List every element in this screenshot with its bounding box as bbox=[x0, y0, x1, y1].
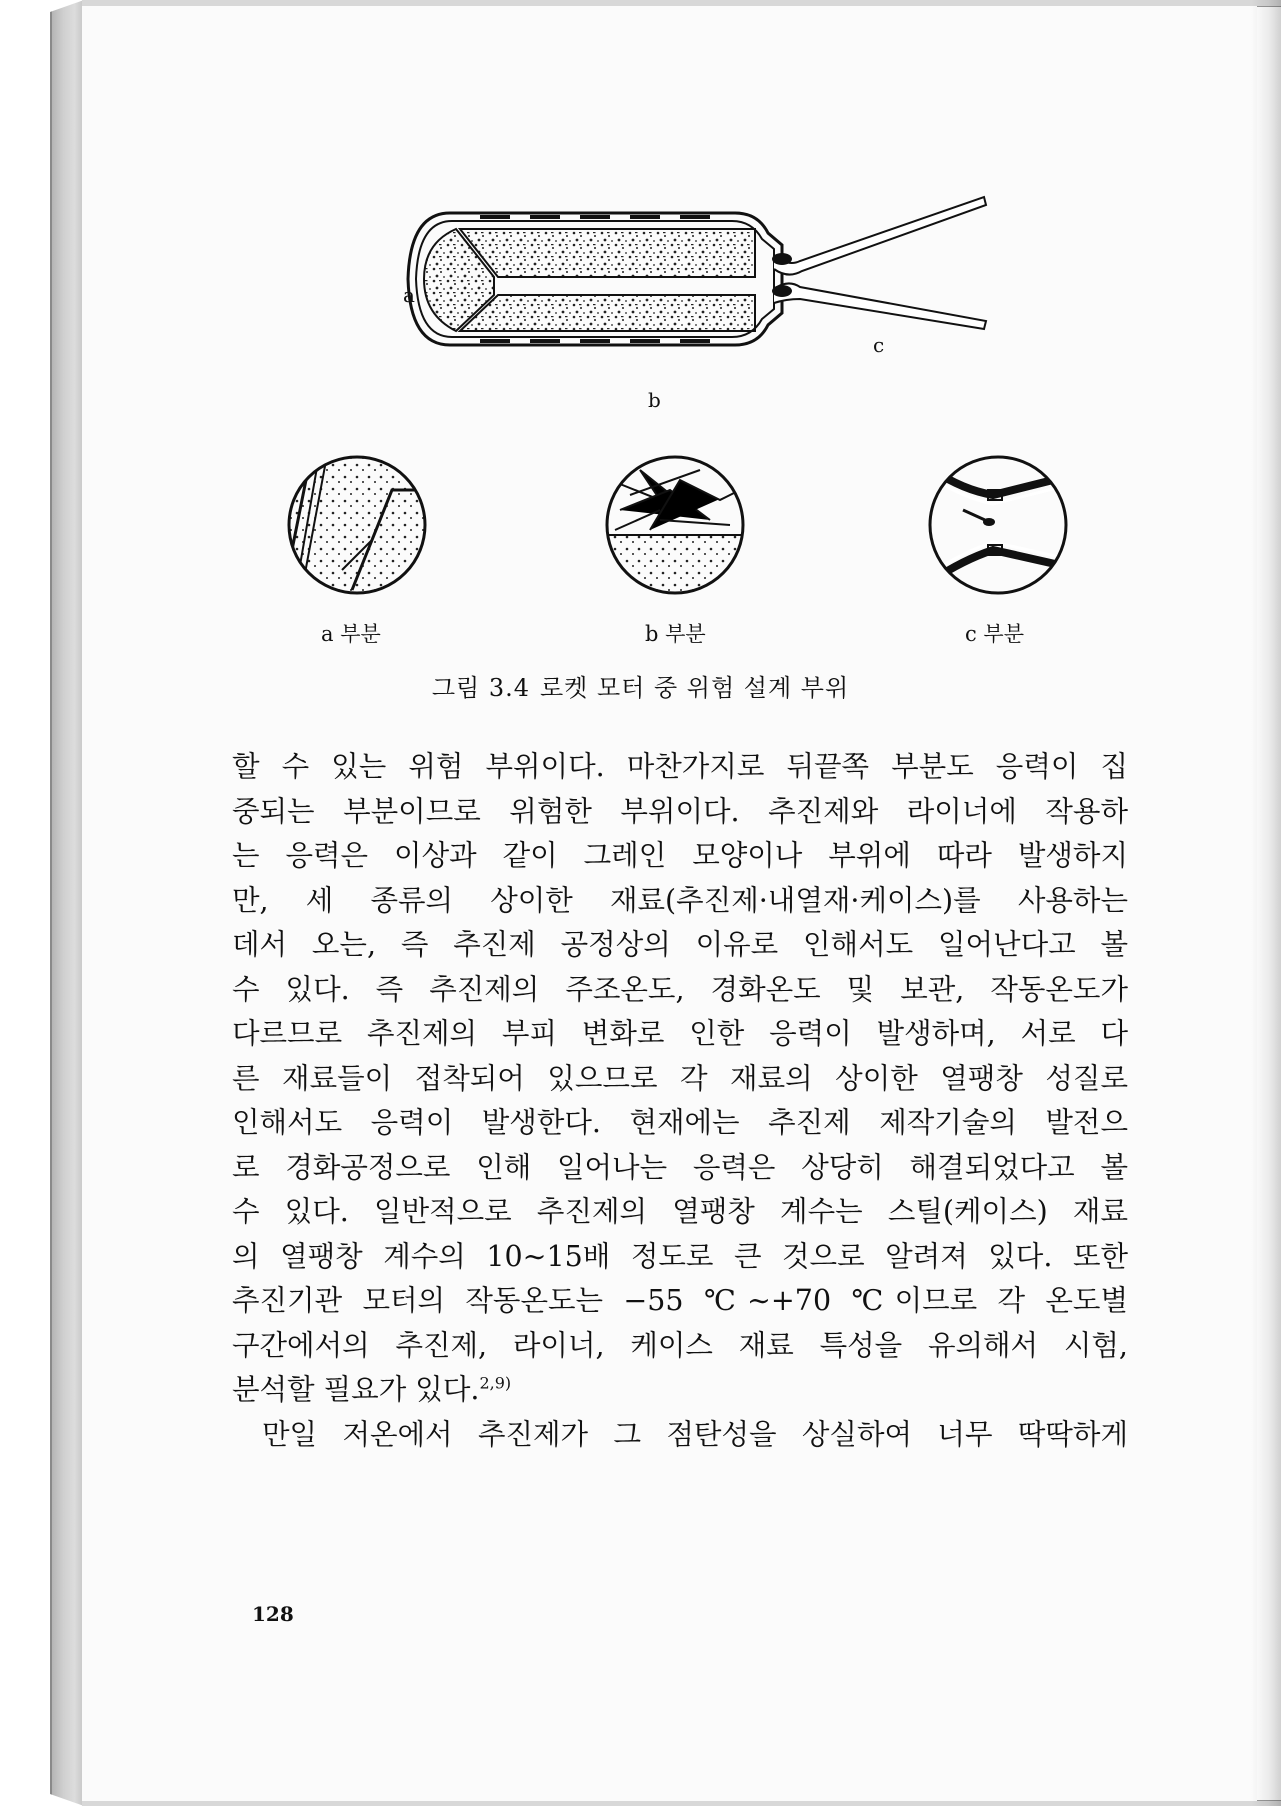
part-a-label: a 부분 bbox=[321, 622, 381, 646]
label-a: a bbox=[403, 283, 415, 307]
detail-a-circle bbox=[282, 450, 432, 600]
text-line: 른 재료들이 접착되어 있으므로 각 재료의 상이한 열팽창 성질로 bbox=[232, 1061, 1128, 1095]
page-number: 128 bbox=[252, 1602, 294, 1626]
text-line: 로 경화공정으로 인해 일어나는 응력은 상당히 해결되었다고 볼 bbox=[232, 1150, 1128, 1184]
detail-c-circle bbox=[923, 450, 1073, 600]
label-c: c bbox=[873, 333, 885, 357]
caption-title: 로켓 모터 중 위험 설계 부위 bbox=[540, 674, 850, 702]
label-b: b bbox=[648, 388, 661, 412]
text-line: 수 있다. 일반적으로 추진제의 열팽창 계수는 스틸(케이스) 재료 bbox=[232, 1195, 1128, 1228]
part-c-label: c 부분 bbox=[965, 622, 1025, 646]
text-line: 구간에서의 추진제, 라이너, 케이스 재료 특성을 유의해서 시험, bbox=[232, 1328, 1128, 1362]
part-b-label: b 부분 bbox=[645, 622, 706, 646]
text-line: 할 수 있는 위험 부위이다. 마찬가지로 뒤끝쪽 부분도 응력이 집 bbox=[232, 750, 1128, 783]
text-line: 데서 오는, 즉 추진제 공정상의 이유로 인해서도 일어난다고 볼 bbox=[232, 928, 1128, 961]
text-line: 다르므로 추진제의 부피 변화로 인한 응력이 발생하며, 서로 다 bbox=[232, 1017, 1128, 1050]
page-edge-shadow bbox=[1251, 0, 1281, 1806]
caption-number: 그림 3.4 bbox=[431, 674, 530, 702]
text-line: 중되는 부분이므로 위험한 부위이다. 추진제와 라이너에 작용하 bbox=[232, 794, 1128, 828]
next-paragraph-line: 만일 저온에서 추진제가 그 점탄성을 상실하여 너무 딱딱하게 bbox=[262, 1417, 1128, 1451]
rocket-motor-diagram bbox=[390, 195, 1010, 435]
body-text bbox=[232, 745, 1128, 1457]
last-line-text: 분석할 필요가 있다. bbox=[232, 1373, 480, 1406]
text-line: 만, 세 종류의 상이한 재료(추진제·내열재·케이스)를 사용하는 bbox=[232, 883, 1128, 917]
text-line: 추진기관 모터의 작동온도는 −55 ℃∼+70 ℃이므로 각 온도별 bbox=[232, 1284, 1128, 1317]
text-line: 수 있다. 즉 추진제의 주조온도, 경화온도 및 보관, 작동온도가 bbox=[232, 972, 1128, 1006]
figure-caption bbox=[0, 668, 1281, 703]
detail-b-circle bbox=[600, 450, 750, 600]
text-line: 인해서도 응력이 발생한다. 현재에는 추진제 제작기술의 발전으 bbox=[232, 1106, 1128, 1139]
reference-marker: 2,9) bbox=[479, 1373, 512, 1393]
book-spine-edge bbox=[50, 0, 84, 1806]
text-line: 의 열팽창 계수의 10∼15배 정도로 큰 것으로 알려져 있다. 또한 bbox=[232, 1239, 1128, 1273]
text-line: 는 응력은 이상과 같이 그레인 모양이나 부위에 따라 발생하지 bbox=[232, 839, 1128, 872]
text-line-last bbox=[232, 1368, 1128, 1413]
